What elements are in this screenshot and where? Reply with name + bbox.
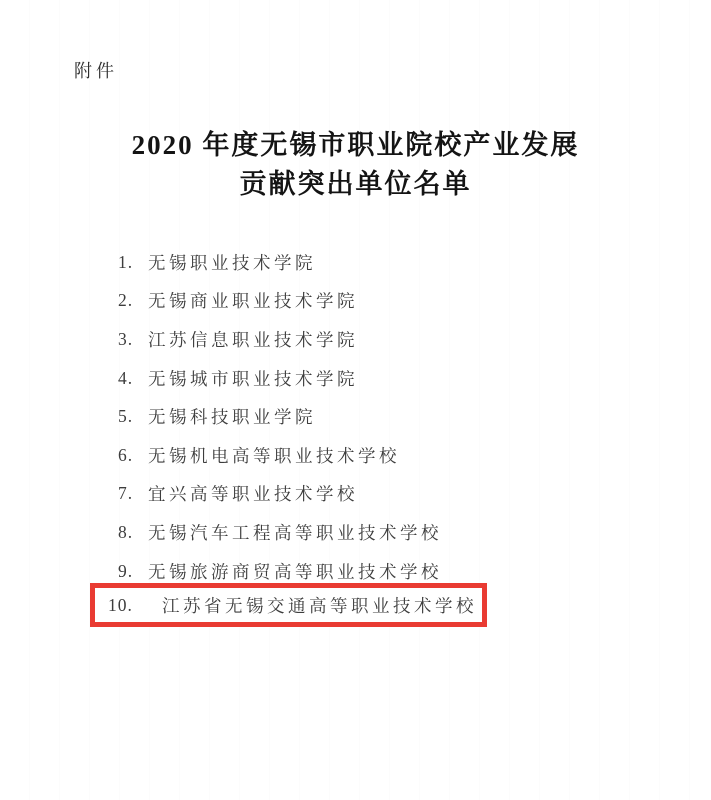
item-number: 4. [118,367,134,388]
item-number: 3. [118,328,134,349]
list-item [90,359,487,398]
item-name: 江苏省无锡交通高等职业技术学校 [162,595,477,616]
list-item [90,397,487,436]
item-name: 无锡机电高等职业技术学校 [148,445,400,466]
item-number: 7. [118,483,134,504]
item-name: 江苏信息职业技术学院 [148,329,358,350]
item-number: 9. [118,560,134,581]
item-name: 无锡科技职业学院 [148,407,316,428]
attachment-label: 附件 [74,61,118,81]
unit-list [90,243,487,627]
list-item [90,436,487,475]
doc-title-line1: 2020 年度无锡市职业院校产业发展 [131,130,580,160]
item-number: 2. [118,290,134,311]
item-name: 无锡商业职业技术学院 [148,291,358,312]
doc-title [0,126,711,204]
item-number: 10. [108,594,133,615]
list-item [90,243,487,282]
item-name: 无锡城市职业技术学院 [148,368,358,389]
list-item [90,513,487,552]
item-name: 无锡职业技术学院 [148,252,316,273]
list-item [90,320,487,359]
item-number: 5. [118,406,134,427]
item-number: 8. [118,521,134,542]
doc-title-line2: 贡献突出单位名单 [239,169,472,199]
item-number: 1. [118,251,134,272]
item-name: 宜兴高等职业技术学校 [148,484,358,505]
item-name: 无锡汽车工程高等职业技术学校 [148,522,442,543]
list-item [90,475,487,514]
item-name: 无锡旅游商贸高等职业技术学校 [148,561,442,582]
list-item-highlighted [90,583,487,627]
list-item [90,282,487,321]
item-number: 6. [118,444,134,465]
